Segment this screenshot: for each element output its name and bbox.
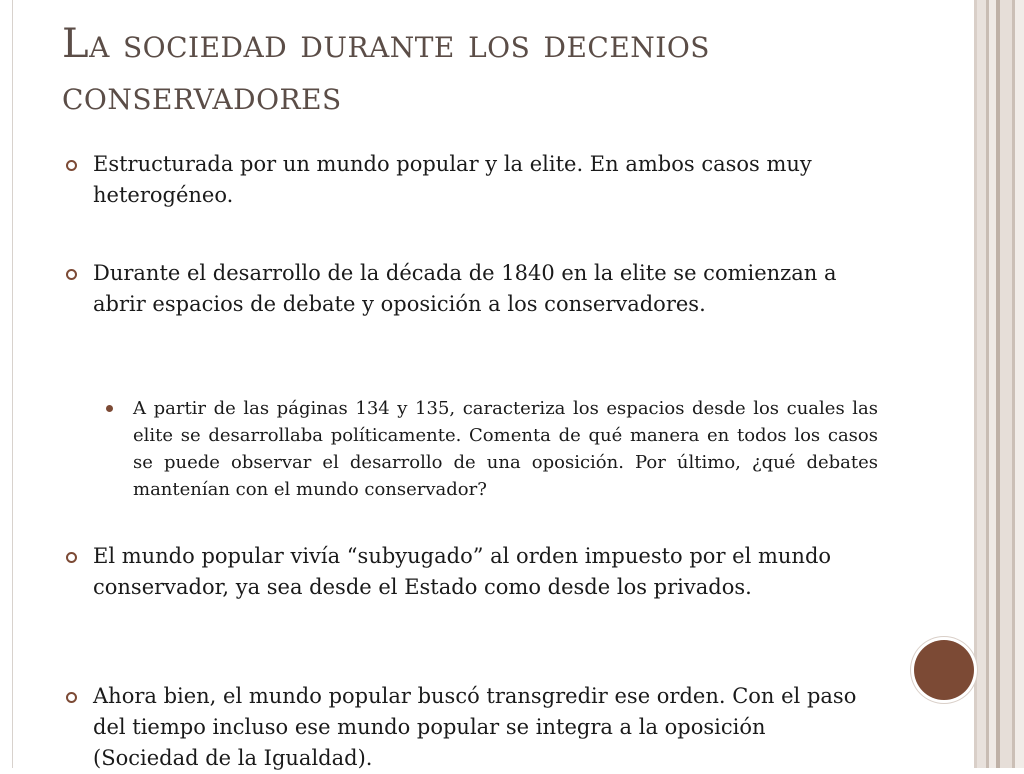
decorative-circle xyxy=(914,640,974,700)
decorative-stripe xyxy=(1015,0,1024,768)
decorative-stripe xyxy=(989,0,996,768)
bullet-item xyxy=(66,681,866,771)
bullet-dot-icon xyxy=(106,405,113,412)
left-border-line xyxy=(12,0,13,768)
slide-title: La sociedad durante los decenios conservadores xyxy=(62,21,710,119)
bullet-text: Estructurada por un mundo popular y la elite. En ambos casos muy heterogéneo. xyxy=(93,152,812,207)
bullet-ring-icon xyxy=(66,552,77,563)
bullet-ring-icon xyxy=(66,692,77,703)
bullet-item xyxy=(66,258,866,354)
bullet-text: Durante el desarrollo de la década de 1840 en la elite se comienzan a abrir espacios de debate y oposición a los conservadores. xyxy=(93,261,837,316)
bullet-ring-icon xyxy=(66,160,77,171)
bullet-text: Ahora bien, el mundo popular buscó transgredir ese orden. Con el paso del tiempo incluso ese mundo popular se integra a la oposición (Sociedad de la Igualdad). xyxy=(93,684,857,770)
bullet-item xyxy=(66,541,866,637)
bullet-ring-icon xyxy=(66,269,77,280)
bullet-item xyxy=(66,149,866,213)
sub-bullet-text: A partir de las páginas 134 y 135, caracteriza los espacios desde los cuales las elite se desarrollaba políticamente. Comenta de qué manera en todos los casos se puede observar el desarrollo de una oposición. Por último, ¿qué debates mantenían con el mundo conservador? xyxy=(133,398,878,500)
decorative-stripe xyxy=(1000,0,1012,768)
bullet-text: El mundo popular vivía “subyugado” al orden impuesto por el mundo conservador, ya sea desde el Estado como desde los privados. xyxy=(93,544,832,599)
decorative-stripe xyxy=(977,0,986,768)
sub-bullet-item xyxy=(106,395,878,505)
